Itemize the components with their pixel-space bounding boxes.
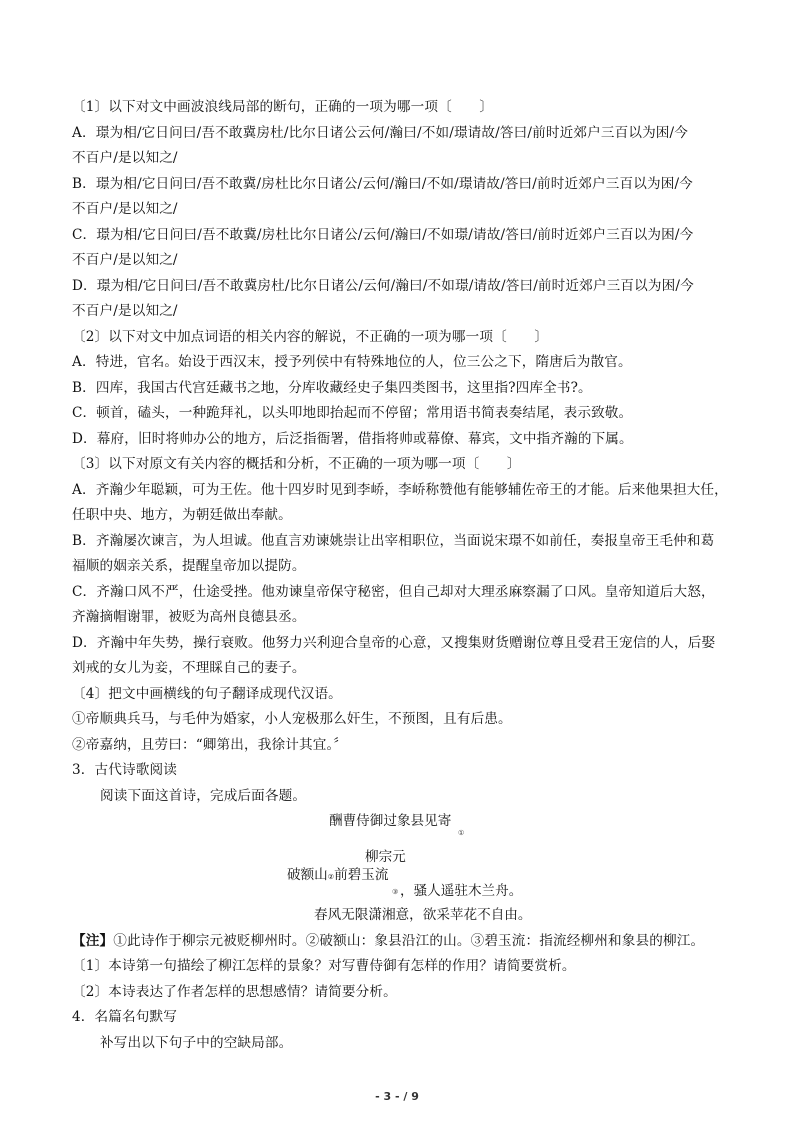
q1-option-a-cont: 不百户/是以知之/ <box>72 150 178 166</box>
q3-option-d-cont: 刘戒的女儿为妾，不理睬自己的妻子。 <box>72 660 306 676</box>
q4-sentence-1: ①帝顺典兵马，与毛仲为婚家，小人宠极那么奸生，不预图，且有后患。 <box>72 711 512 727</box>
poem-line-1-note-mark: ② <box>327 873 335 881</box>
notes-text: ①此诗作于柳宗元被贬柳州时。②破额山：象县沿江的山。③碧玉流：指流经柳州和象县的柳江。 <box>113 933 705 949</box>
q1-option-c: C．璟为相/它日问曰/吾不敢冀/房杜比尔日诸公/云何/瀚曰/不如璟/请故/答曰/前时近郊户三百以为困/今 <box>72 227 694 243</box>
q1-option-a: A．璟为相/它日问曰/吾不敢冀房杜/比尔日诸公云何/瀚曰/不如/璟请故/答曰/前时近郊户三百以为困/今 <box>72 125 689 141</box>
q1-option-d-cont: 不百户/是以知之/ <box>72 303 178 319</box>
q1-option-c-cont: 不百户/是以知之/ <box>72 252 178 268</box>
poem-intro: 阅读下面这首诗，完成后面各题。 <box>100 788 307 804</box>
poem-notes <box>72 932 704 950</box>
q4-stem: 〔4〕把文中画横线的句子翻译成现代汉语。 <box>72 686 342 702</box>
q1-option-d: D．璟为相/它日问曰/吾不敢冀房杜/比尔日诸公/云何/瀚曰/不如璟/请故/答曰/前时近郊户三百以为困/今 <box>72 278 694 294</box>
page-number: - 3 - / 9 <box>375 1090 419 1103</box>
q3-option-b: B．齐瀚屡次谏言，为人坦诚。他直言劝谏姚崇让出宰相职位，当面说宋璟不如前任，奏报皇帝王毛仲和葛 <box>72 533 715 549</box>
q1-option-b: B．璟为相/它日问曰/吾不敢冀/房杜比尔日诸公/云何/瀚曰/不如/璟请故/答曰/前时近郊户三百以为困/今 <box>72 176 693 192</box>
poem-question-1: 〔1〕本诗第一句描绘了柳江怎样的景象？对写曹侍御有怎样的作用？请简要赏析。 <box>72 958 576 974</box>
poem-line-2: ，骚人遥驻木兰舟。 <box>400 883 523 899</box>
q3-option-c-cont: 齐瀚摘帽谢罪，被贬为高州良德县丞。 <box>72 609 306 625</box>
q2-option-a: A．特进，官名。始设于西汉末，授予列侯中有特殊地位的人，位三公之下，隋唐后为散官。 <box>72 354 632 370</box>
notes-label: 【注】 <box>72 933 114 949</box>
poem-title-note-mark: ① <box>458 829 465 837</box>
q3-option-a-cont: 任职中央、地方，为朝廷做出奉献。 <box>72 507 292 523</box>
poem-title: 酬曹侍御过象县见寄 <box>329 813 452 829</box>
section-4-heading: 4．名篇名句默写 <box>72 1009 178 1025</box>
section-3-heading: 3．古代诗歌阅读 <box>72 762 178 778</box>
poem-line-3: 春风无限潇湘意，欲采苹花不自由。 <box>314 907 532 923</box>
q3-stem: 〔3〕以下对原文有关内容的概括和分析，不正确的一项为哪一项〔 〕 <box>72 456 521 472</box>
q3-option-b-cont: 福顺的姻亲关系，提醒皇帝加以提防。 <box>72 558 306 574</box>
q2-option-d: D．幕府，旧时将帅办公的地方，后泛指衙署，借指将帅或幕僚、幕宾，文中指齐瀚的下属。 <box>72 431 633 447</box>
poem-line-1-b: 前碧玉流 <box>334 867 389 883</box>
poem-question-2: 〔2〕本诗表达了作者怎样的思想感情？请简要分析。 <box>72 984 397 1000</box>
poem-line-1-a: 破额山 <box>287 867 328 883</box>
q2-option-b: B．四库，我国古代宫廷藏书之地，分库收藏经史子集四类图书，这里指?四库全书?。 <box>72 380 592 396</box>
q2-stem: 〔2〕以下对文中加点词语的相关内容的解说，不正确的一项为哪一项〔 〕 <box>72 329 549 345</box>
poem-line-2-note-mark: ③ <box>392 888 399 896</box>
section-4-intro: 补写出以下句子中的空缺局部。 <box>100 1035 293 1051</box>
q1-stem: 〔1〕以下对文中画波浪线局部的断句，正确的一项为哪一项〔 〕 <box>72 99 494 115</box>
q3-option-d: D．齐瀚中年失势，操行衰败。他努力兴利迎合皇帝的心意，又搜集财货赠谢位尊且受君王宠信的人，后娶 <box>72 635 716 651</box>
poem-author: 柳宗元 <box>365 849 406 865</box>
q1-option-b-cont: 不百户/是以知之/ <box>72 201 178 217</box>
q2-option-c: C．顿首，磕头，一种跪拜礼，以头叩地即抬起而不停留；常用语书简表奏结尾，表示致敬。 <box>72 405 633 421</box>
poem-line-1 <box>287 866 388 886</box>
q3-option-c: C．齐瀚口风不严，仕途受挫。他劝谏皇帝保守秘密，但自己却对大理丞麻察漏了口风。皇帝知道后大怒， <box>72 584 715 600</box>
q4-sentence-2: ②帝嘉纳，且劳曰：“卿第出，我徐计其宜。〞 <box>72 737 348 753</box>
q3-option-a: A．齐瀚少年聪颖，可为王佐。他十四岁时见到李峤，李峤称赞他有能够辅佐帝王的才能。后来他果担大任， <box>72 482 728 498</box>
